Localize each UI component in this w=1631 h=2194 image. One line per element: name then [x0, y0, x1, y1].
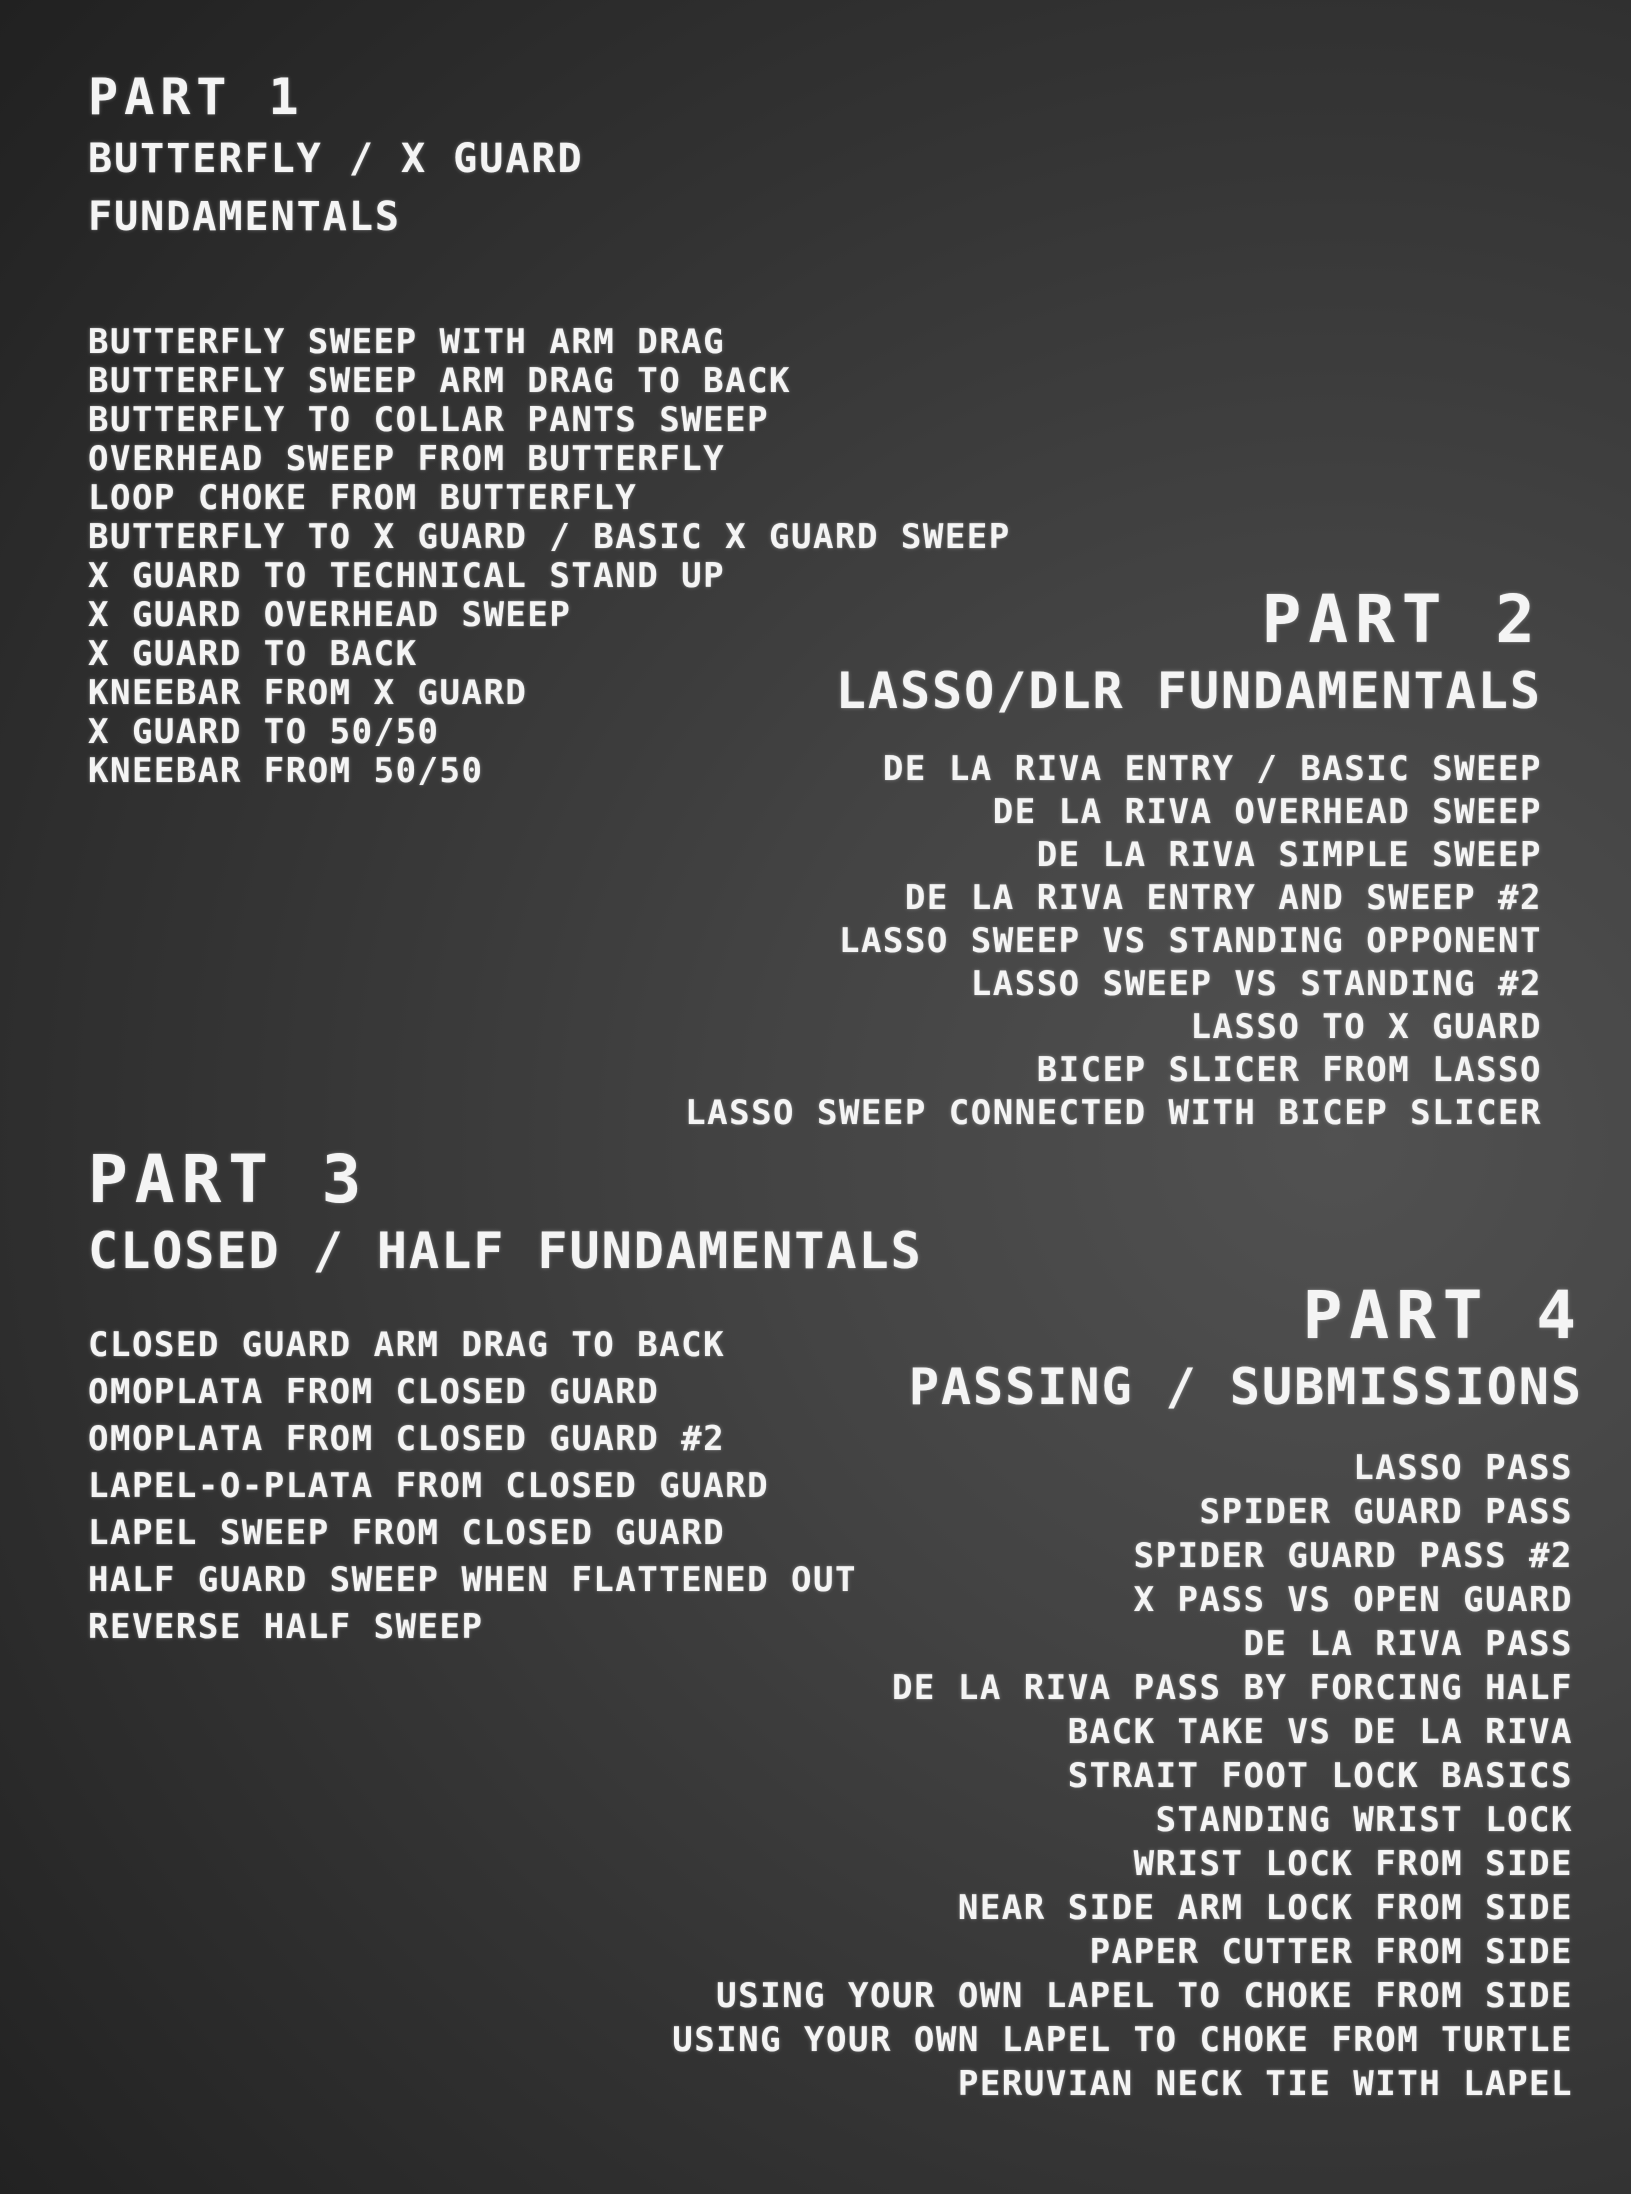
list-item: DE LA RIVA OVERHEAD SWEEP	[992, 792, 1542, 832]
list-item: DE LA RIVA ENTRY / BASIC SWEEP	[882, 749, 1542, 789]
list-item: WRIST LOCK FROM SIDE	[1133, 1844, 1573, 1884]
part-1-subtitle-line: BUTTERFLY / X GUARD	[88, 136, 584, 182]
list-item: STANDING WRIST LOCK	[1155, 1800, 1573, 1840]
list-item: DE LA RIVA PASS BY FORCING HALF	[891, 1668, 1573, 1708]
list-item: DE LA RIVA SIMPLE SWEEP	[1036, 835, 1542, 875]
list-item: X GUARD TO BACK	[88, 634, 418, 674]
list-item: OMOPLATA FROM CLOSED GUARD #2	[88, 1419, 726, 1459]
part-3-subtitle-line: CLOSED / HALF FUNDAMENTALS	[88, 1222, 923, 1280]
list-item: BICEP SLICER FROM LASSO	[1036, 1050, 1542, 1090]
list-item: OVERHEAD SWEEP FROM BUTTERFLY	[88, 439, 726, 479]
list-item: STRAIT FOOT LOCK BASICS	[1067, 1756, 1573, 1796]
list-item: REVERSE HALF SWEEP	[88, 1607, 484, 1647]
list-item: LAPEL-O-PLATA FROM CLOSED GUARD	[88, 1466, 770, 1506]
part-1-subtitle-line: FUNDAMENTALS	[88, 194, 401, 240]
list-item: X GUARD TO 50/50	[88, 712, 440, 752]
list-item: LASSO SWEEP VS STANDING OPPONENT	[838, 921, 1542, 961]
list-item: BUTTERFLY SWEEP ARM DRAG TO BACK	[88, 361, 792, 401]
part-1-title: PART 1	[88, 68, 305, 126]
list-item: HALF GUARD SWEEP WHEN FLATTENED OUT	[88, 1560, 857, 1600]
list-item: LASSO TO X GUARD	[1190, 1007, 1542, 1047]
part-1-header	[88, 64, 584, 246]
list-item: DE LA RIVA PASS	[1243, 1624, 1573, 1664]
list-item: X GUARD TO TECHNICAL STAND UP	[88, 556, 726, 596]
list-item: KNEEBAR FROM 50/50	[88, 751, 484, 791]
part-4-title: PART 4	[1302, 1277, 1583, 1354]
part-3-title: PART 3	[88, 1141, 369, 1218]
list-item: CLOSED GUARD ARM DRAG TO BACK	[88, 1325, 726, 1365]
part-4-header	[909, 1276, 1583, 1418]
list-item: KNEEBAR FROM X GUARD	[88, 673, 528, 713]
list-item: SPIDER GUARD PASS	[1199, 1492, 1573, 1532]
list-item: LOOP CHOKE FROM BUTTERFLY	[88, 478, 638, 518]
list-item: DE LA RIVA ENTRY AND SWEEP #2	[904, 878, 1542, 918]
list-item: USING YOUR OWN LAPEL TO CHOKE FROM TURTLE	[672, 2020, 1573, 2060]
part-2-subtitle-line: LASSO/DLR FUNDAMENTALS	[835, 662, 1542, 720]
part-3-header	[88, 1140, 923, 1282]
list-item: USING YOUR OWN LAPEL TO CHOKE FROM SIDE	[716, 1976, 1573, 2016]
list-item: PERUVIAN NECK TIE WITH LAPEL	[957, 2064, 1573, 2104]
list-item: X GUARD OVERHEAD SWEEP	[88, 595, 572, 635]
list-item: X PASS VS OPEN GUARD	[1133, 1580, 1573, 1620]
part-1-subtitle	[88, 130, 584, 246]
list-item: NEAR SIDE ARM LOCK FROM SIDE	[957, 1888, 1573, 1928]
list-item: BUTTERFLY TO X GUARD / BASIC X GUARD SWEEP	[88, 517, 1011, 557]
part-4-subtitle-line: PASSING / SUBMISSIONS	[908, 1358, 1583, 1416]
list-item: LASSO SWEEP CONNECTED WITH BICEP SLICER	[685, 1093, 1542, 1133]
part-2-header	[836, 580, 1542, 722]
list-item: BACK TAKE VS DE LA RIVA	[1067, 1712, 1573, 1752]
part-4-item-list	[672, 1446, 1573, 2106]
list-item: PAPER CUTTER FROM SIDE	[1089, 1932, 1573, 1972]
list-item: BUTTERFLY TO COLLAR PANTS SWEEP	[88, 400, 770, 440]
list-item: LAPEL SWEEP FROM CLOSED GUARD	[88, 1513, 726, 1553]
part-4-subtitle	[909, 1356, 1583, 1418]
list-item: SPIDER GUARD PASS #2	[1133, 1536, 1573, 1576]
part-3-subtitle	[88, 1220, 923, 1282]
part-2-title: PART 2	[1261, 581, 1542, 658]
part-2-item-list	[685, 748, 1542, 1135]
list-item: LASSO SWEEP VS STANDING #2	[970, 964, 1542, 1004]
list-item: LASSO PASS	[1353, 1448, 1573, 1488]
list-item: OMOPLATA FROM CLOSED GUARD	[88, 1372, 660, 1412]
list-item: BUTTERFLY SWEEP WITH ARM DRAG	[88, 322, 726, 362]
part-2-subtitle	[836, 660, 1542, 722]
